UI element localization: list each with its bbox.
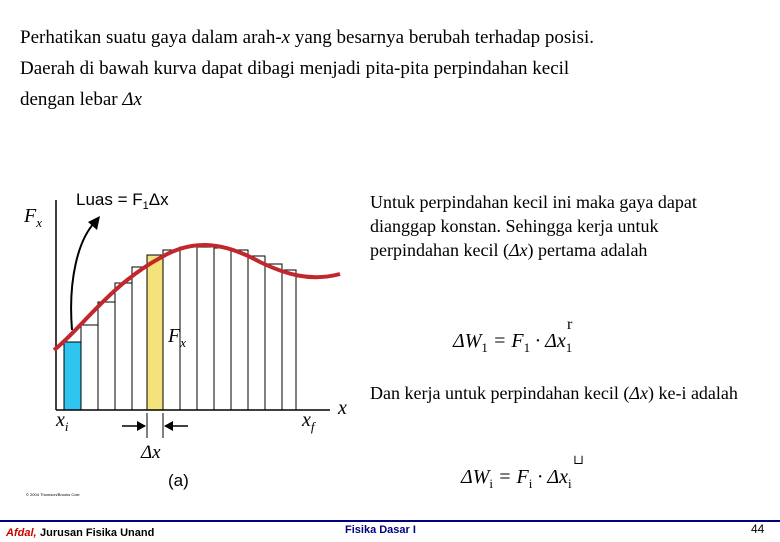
footer-author: Afdal, bbox=[6, 527, 37, 539]
footer-course: Fisika Dasar I bbox=[345, 524, 416, 536]
strip bbox=[231, 250, 248, 410]
highlight-strip bbox=[147, 255, 163, 410]
intro-line-3: dengan lebar Δx bbox=[20, 89, 142, 110]
strip bbox=[180, 247, 197, 410]
strip bbox=[81, 325, 98, 410]
vector-mark: ⊔ bbox=[573, 452, 584, 467]
page-number: 44 bbox=[751, 522, 765, 536]
footer-department: Jurusan Fisika Unand bbox=[40, 527, 155, 539]
first-strip bbox=[64, 342, 81, 410]
xf-label: $x_f$ bbox=[302, 409, 315, 434]
strip bbox=[115, 283, 132, 410]
figure-caption: (a) bbox=[168, 471, 189, 490]
strip bbox=[98, 302, 115, 410]
work-equation-1: $\Delta W_1 = F_1 \cdot \Delta x_1$ r bbox=[453, 316, 573, 355]
intro-line-2: Daerah di bawah kurva dapat dibagi menjadi pita-pita perpindahan kecil bbox=[20, 58, 570, 79]
strip bbox=[282, 270, 296, 410]
copyright-note: © 2004 Thomson/Brooks Cole bbox=[26, 492, 80, 497]
paragraph-2: Dan kerja untuk perpindahan kecil (Δx) ke-i adalah bbox=[370, 383, 738, 403]
footer bbox=[0, 520, 780, 542]
dx-arrow-left-head bbox=[137, 421, 146, 431]
intro-line-1: Perhatikan suatu gaya dalam arah-x yang besarnya berubah terhadap posisi. bbox=[20, 27, 595, 48]
intro-text bbox=[20, 22, 760, 115]
area-label: Luas = $F_1\Delta x$ bbox=[76, 190, 169, 212]
strip bbox=[197, 247, 214, 410]
strip bbox=[214, 248, 231, 410]
strip bbox=[265, 264, 282, 410]
curve-label: $F_x$ bbox=[168, 325, 186, 350]
force-displacement-figure bbox=[0, 170, 360, 505]
work-equation-2: $\Delta W_i = F_i \cdot \Delta x_i$ ⊔ bbox=[461, 452, 584, 491]
dx-arrow-right-head bbox=[164, 421, 173, 431]
paragraph-1: Untuk perpindahan kecil ini maka gaya dapat dianggap konstan. Sehingga kerja untuk perpindahan kecil (Δx) pertama adalah bbox=[370, 192, 697, 260]
strip bbox=[248, 256, 265, 410]
dx-label: Δx bbox=[141, 442, 161, 463]
x-axis-label: x bbox=[338, 397, 347, 419]
strip bbox=[132, 267, 147, 410]
y-axis-label: $F_x$ bbox=[24, 205, 42, 230]
vector-mark: r bbox=[567, 316, 573, 333]
xi-label: $x_i$ bbox=[56, 409, 69, 434]
